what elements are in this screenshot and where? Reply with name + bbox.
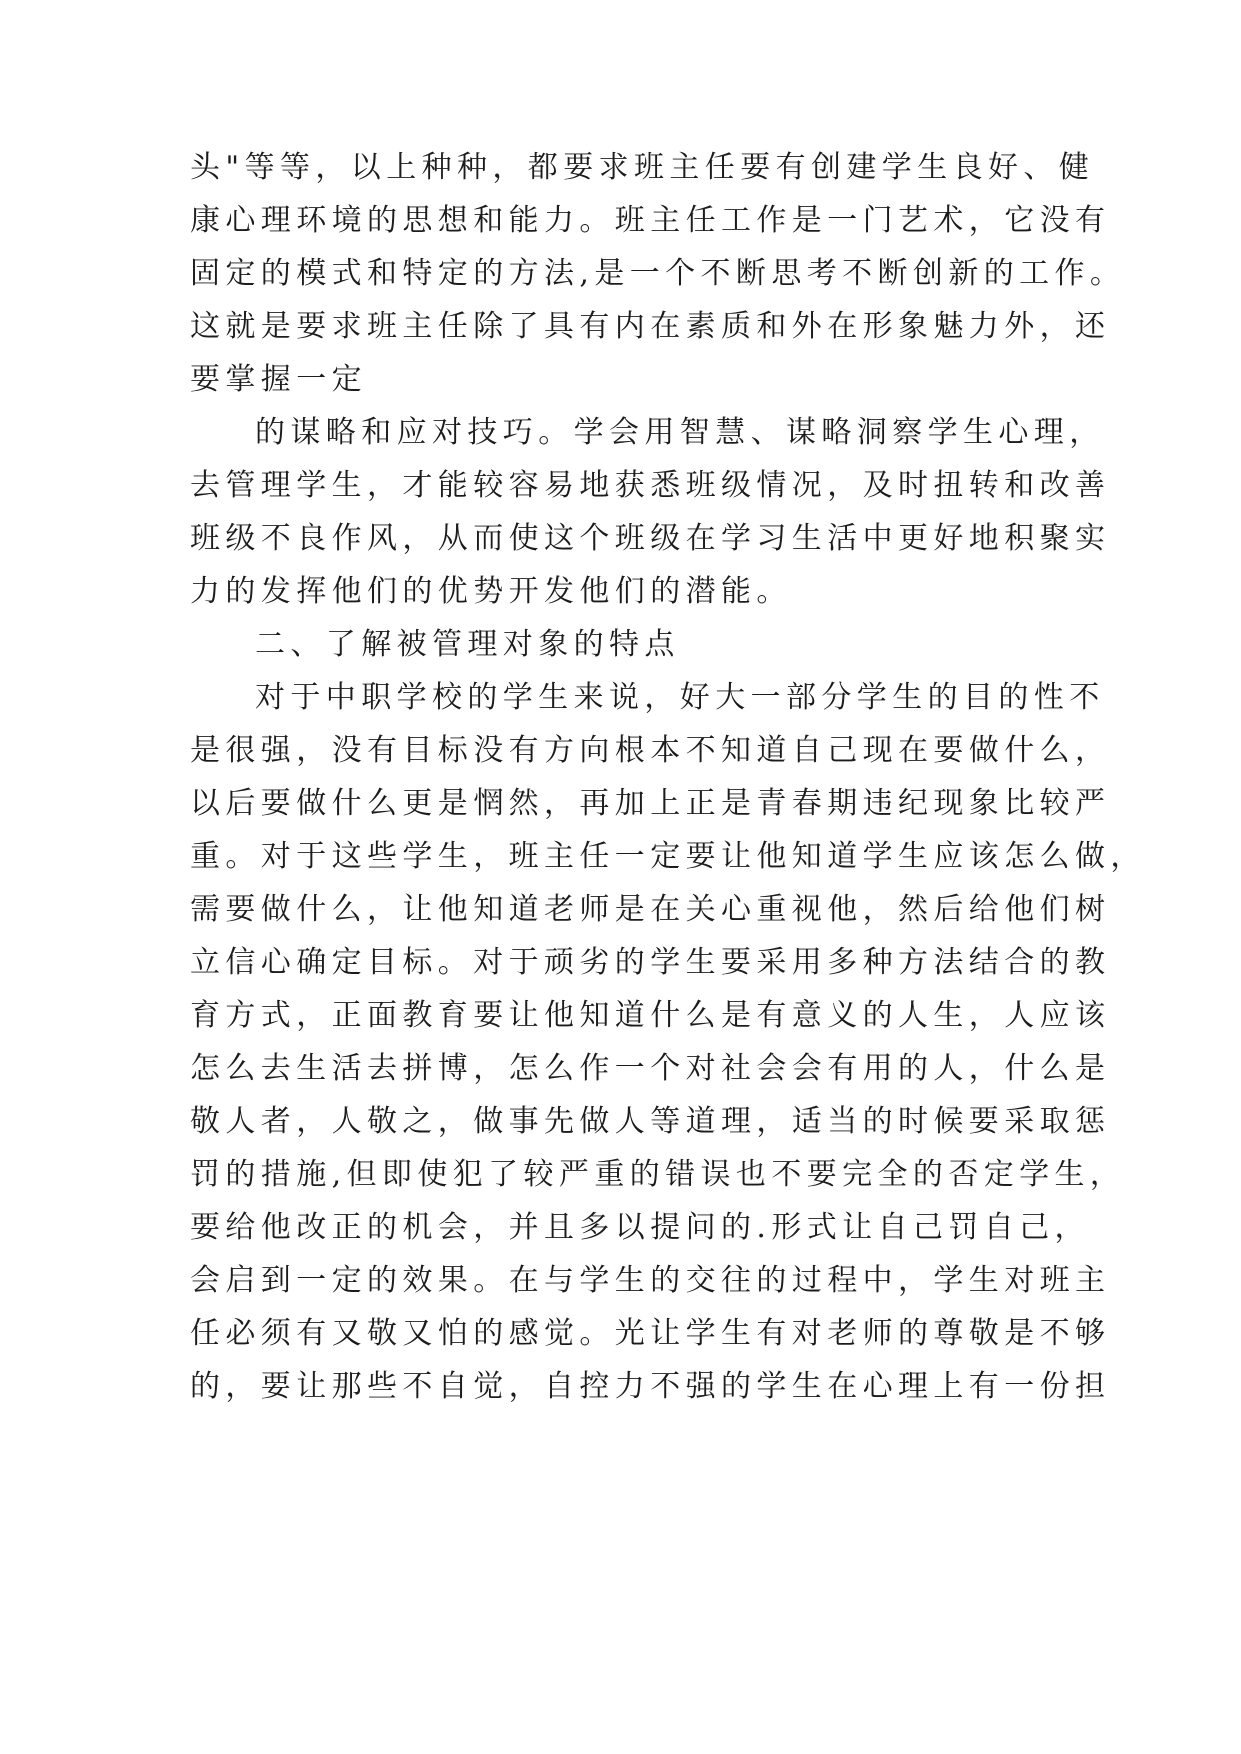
text-line: 的，要让那些不自觉，自控力不强的学生在心理上有一份担 xyxy=(190,1369,1111,1404)
text-line: 敬人者，人敬之，做事先做人等道理，适当的时候要采取惩 xyxy=(190,1104,1111,1139)
text-line: 力的发挥他们的优势开发他们的潜能。 xyxy=(190,574,792,609)
text-line: 固定的模式和特定的方法,是一个不断思考不断创新的工作。 xyxy=(190,256,1126,291)
text-line: 以后要做什么更是惘然，再加上正是青春期违纪现象比较严 xyxy=(190,786,1111,821)
text-line: 是很强，没有目标没有方向根本不知道自己现在要做什么， xyxy=(190,733,1111,768)
text-line: 怎么去生活去拼博，怎么作一个对社会会有用的人，什么是 xyxy=(190,1051,1111,1086)
text-line: 育方式，正面教育要让他知道什么是有意义的人生，人应该 xyxy=(190,998,1111,1033)
text-line: 班级不良作风，从而使这个班级在学习生活中更好地积聚实 xyxy=(190,521,1111,556)
text-line: 会启到一定的效果。在与学生的交往的过程中，学生对班主 xyxy=(190,1263,1111,1298)
text-line: 罚的措施,但即使犯了较严重的错误也不要完全的否定学生， xyxy=(190,1157,1126,1192)
section-heading: 二、了解被管理对象的特点 xyxy=(255,627,680,662)
text-line: 要掌握一定 xyxy=(190,362,367,397)
text-line: 立信心确定目标。对于顽劣的学生要采用多种方法结合的教 xyxy=(190,945,1111,980)
text-line: 去管理学生，才能较容易地获悉班级情况，及时扭转和改善 xyxy=(190,468,1111,503)
text-line: 的谋略和应对技巧。学会用智慧、谋略洞察学生心理， xyxy=(255,415,1105,450)
text-line: 康心理环境的思想和能力。班主任工作是一门艺术，它没有 xyxy=(190,203,1111,238)
text-line: 对于中职学校的学生来说，好大一部分学生的目的性不 xyxy=(255,680,1105,715)
text-line: 任必须有又敬又怕的感觉。光让学生有对老师的尊敬是不够 xyxy=(190,1316,1111,1351)
text-line: 需要做什么，让他知道老师是在关心重视他，然后给他们树 xyxy=(190,892,1111,927)
text-line: 要给他改正的机会，并且多以提问的.形式让自己罚自己， xyxy=(190,1210,1090,1245)
text-line: 重。对于这些学生，班主任一定要让他知道学生应该怎么做， xyxy=(190,839,1146,874)
text-line: 头"等等，以上种种，都要求班主任要有创建学生良好、健 xyxy=(190,150,1095,185)
text-line: 这就是要求班主任除了具有内在素质和外在形象魅力外，还 xyxy=(190,309,1111,344)
